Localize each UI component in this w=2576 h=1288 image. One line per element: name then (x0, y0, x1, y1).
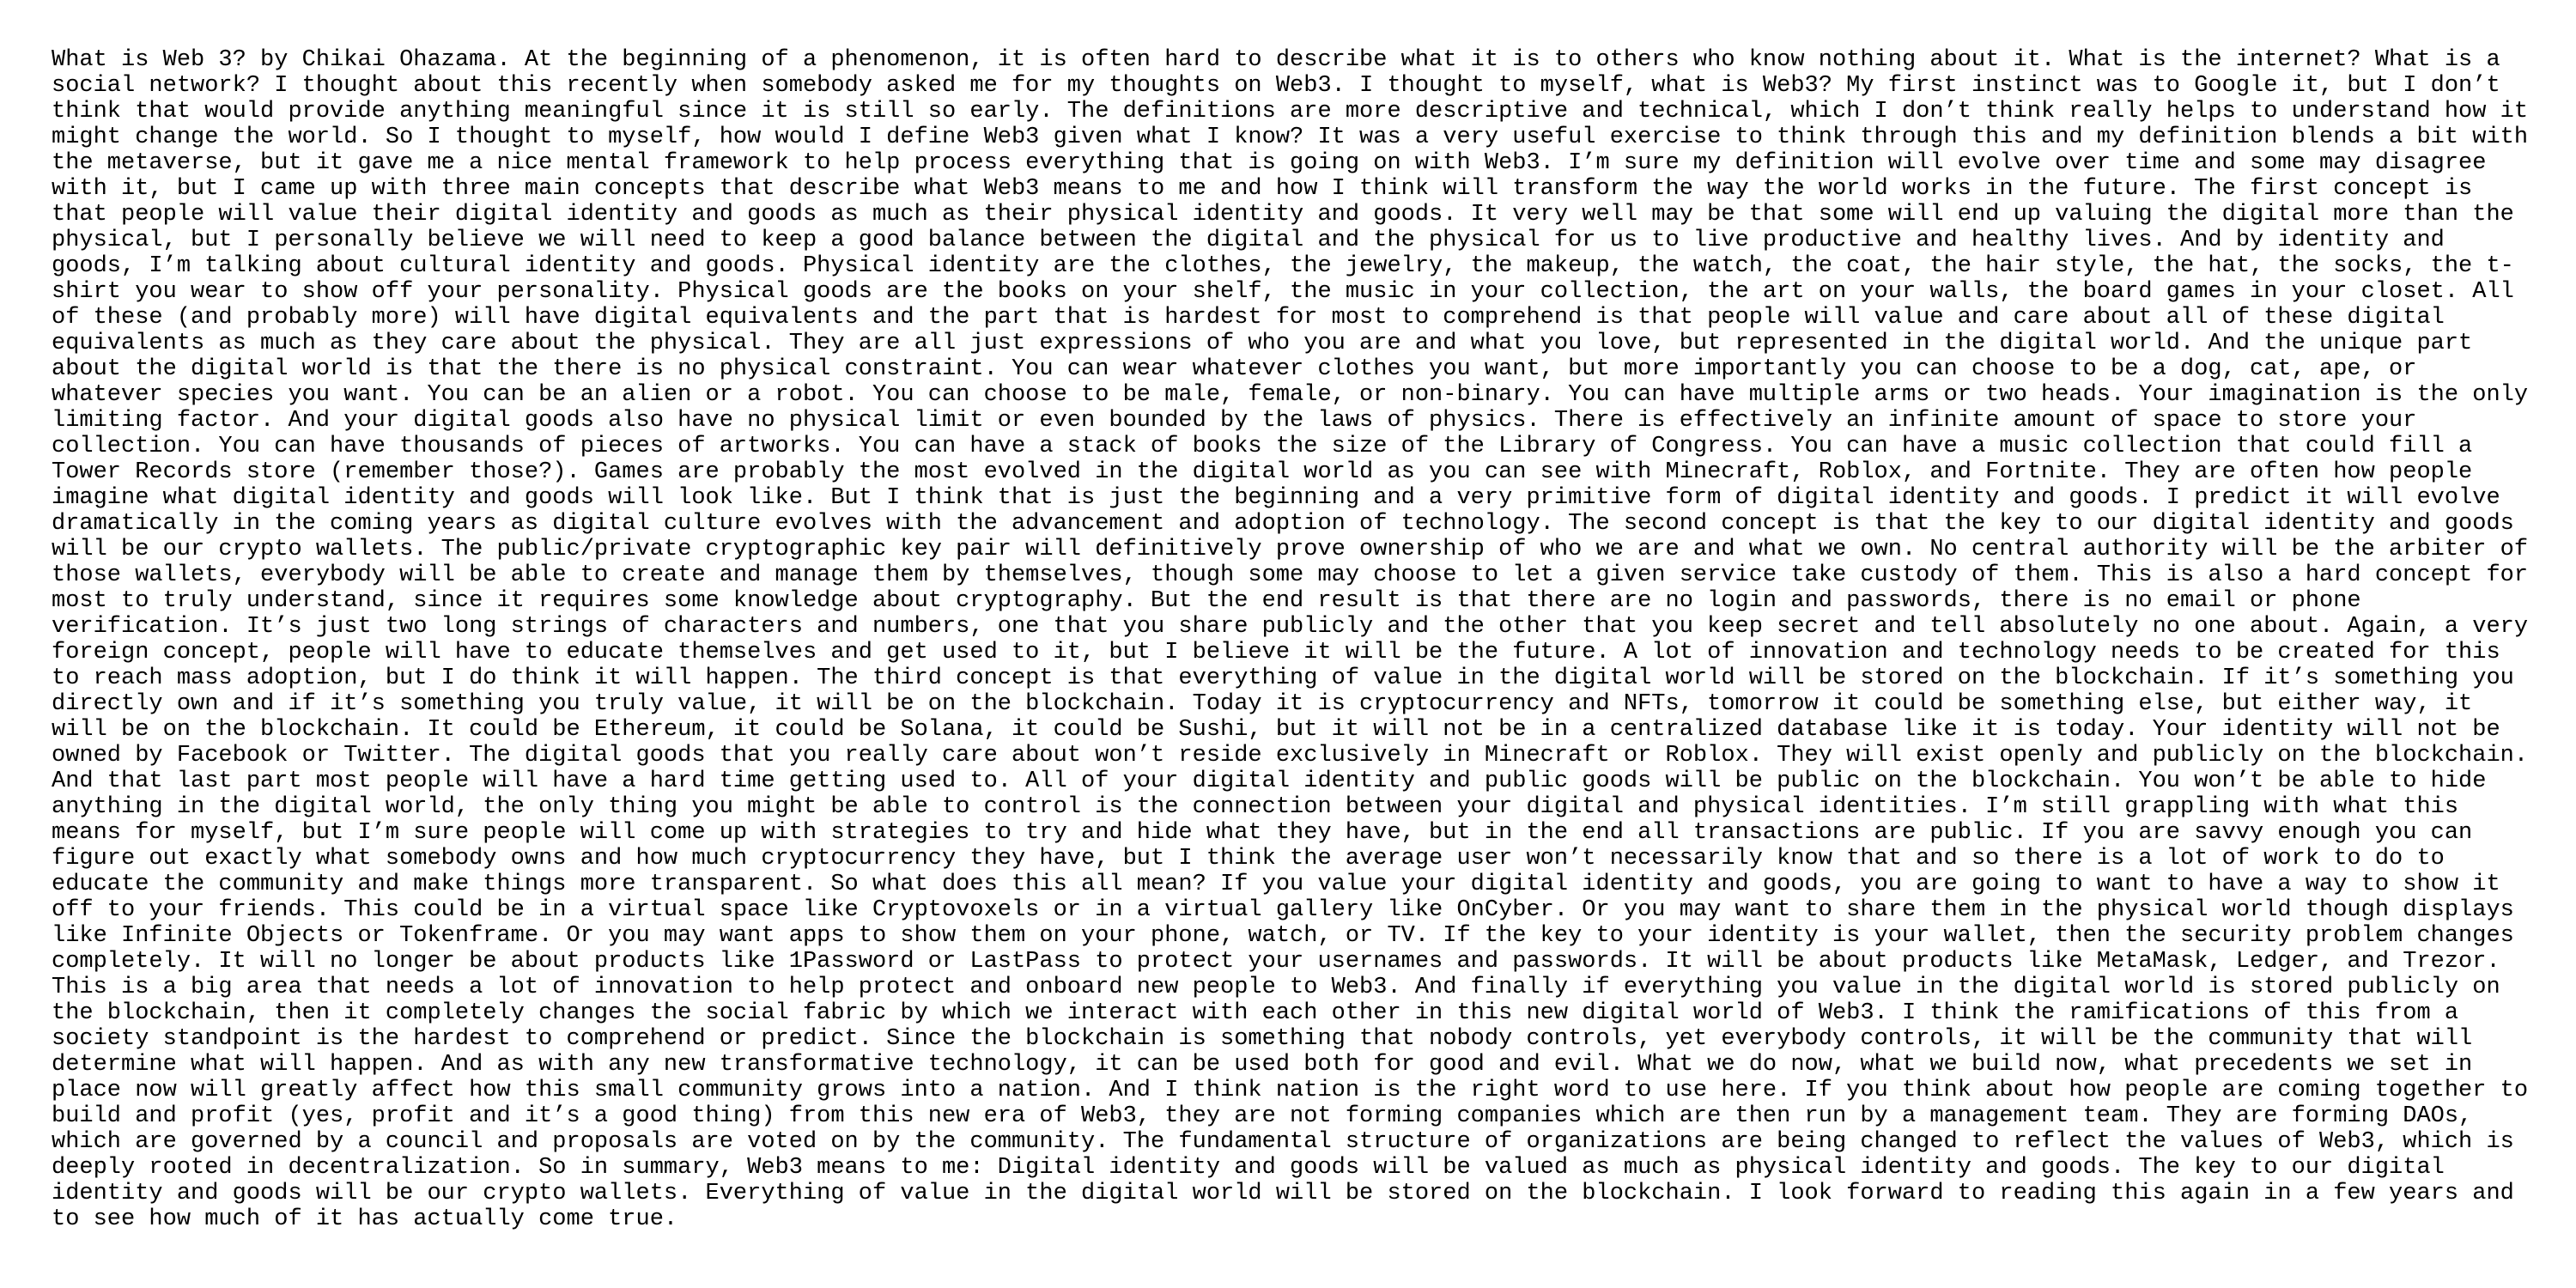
essay-body-text: What is Web 3? by Chikai Ohazama. At the beginning of a phenomenon, it is often hard to describe what it is to others who know nothing about it. What is the internet? What is a social network? I thought about this recently when somebody asked me for my thoughts on Web3. I thought to myself, what is Web3? My first instinct was to Google it, but I don’t think that would provide anything meaningful since it is still so early. The definitions are more descriptive and technical, which I don’t think really helps to understand how it might change the world. So I thought to myself, how would I define Web3 given what I know? It was a very useful exercise to think through this and my definition blends a bit with the metaverse, but it gave me a nice mental framework to help process everything that is going on with Web3. I’m sure my definition will evolve over time and some may disagree with it, but I came up with three main concepts that describe what Web3 means to me and how I think will transform the way the world works in the future. The first concept is that people will value their digital identity and goods as much as their physical identity and goods. It very well may be that some will end up valuing the digital more than the physical, but I personally believe we will need to keep a good balance between the digital and the physical for us to live productive and healthy lives. And by identity and goods, I’m talking about cultural identity and goods. Physical identity are the clothes, the jewelry, the makeup, the watch, the coat, the hair style, the hat, the socks, the t-shirt you wear to show off your personality. Physical goods are the books on your shelf, the music in your collection, the art on your walls, the board games in your closet. All of these (and probably more) will have digital equivalents and the part that is hardest for most to comprehend is that people will value and care about all of these digital equivalents as much as they care about the physical. They are all just expressions of who you are and what you love, but represented in the digital world. And the unique part about the digital world is that the there is no physical constraint. You can wear whatever clothes you want, but more importantly you can choose to be a dog, cat, ape, or whatever species you want. You can be an alien or a robot. You can choose to be male, female, or non-binary. You can have multiple arms or two heads. Your imagination is the only limiting factor. And your digital goods also have no physical limit or even bounded by the laws of physics. There is effectively an infinite amount of space to store your collection. You can have thousands of pieces of artworks. You can have a stack of books the size of the Library of Congress. You can have a music collection that could fill a Tower Records store (remember those?). Games are probably the most evolved in the digital world as you can see with Minecraft, Roblox, and Fortnite. They are often how people imagine what digital identity and goods will look like. But I think that is just the beginning and a very primitive form of digital identity and goods. I predict it will evolve dramatically in the coming years as digital culture evolves with the advancement and adoption of technology. The second concept is that the key to our digital identity and goods will be our crypto wallets. The public/private cryptographic key pair will definitively prove ownership of who we are and what we own. No central authority will be the arbiter of those wallets, everybody will be able to create and manage them by themselves, though some may choose to let a given service take custody of them. This is also a hard concept for most to truly understand, since it requires some knowledge about cryptography. But the end result is that there are no login and passwords, there is no email or phone verification. It’s just two long strings of characters and numbers, one that you share publicly and the other that you keep secret and tell absolutely no one about. Again, a very foreign concept, people will have to educate themselves and get used to it, but I believe it will be the future. A lot of innovation and technology needs to be created for this to reach mass adoption, but I do think it will happen. The third concept is that everything of value in the digital world will be stored on the blockchain. If it’s something you directly own and if it’s something you truly value, it will be on the blockchain. Today it is cryptocurrency and NFTs, tomorrow it could be something else, but either way, it will be on the blockchain. It could be Ethereum, it could be Solana, it could be Sushi, but it will not be in a centralized database like it is today. Your identity will not be owned by Facebook or Twitter. The digital goods that you really care about won’t reside exclusively in Minecraft or Roblox. They will exist openly and publicly on the blockchain. And that last part most people will have a hard time getting used to. All of your digital identity and public goods will be public on the blockchain. You won’t be able to hide anything in the digital world, the only thing you might be able to control is the connection between your digital and physical identities. I’m still grappling with what this means for myself, but I’m sure people will come up with strategies to try and hide what they have, but in the end all transactions are public. If you are savvy enough you can figure out exactly what somebody owns and how much cryptocurrency they have, but I think the average user won’t necessarily know that and so there is a lot of work to do to educate the community and make things more transparent. So what does this all mean? If you value your digital identity and goods, you are going to want to have a way to show it off to your friends. This could be in a virtual space like Cryptovoxels or in a virtual gallery like OnCyber. Or you may want to share them in the physical world though displays like Infinite Objects or Tokenframe. Or you may want apps to show them on your phone, watch, or TV. If the key to your identity is your wallet, then the security problem changes completely. It will no longer be about products like 1Password or LastPass to protect your usernames and passwords. It will be about products like MetaMask, Ledger, and Trezor. This is a big area that needs a lot of innovation to help protect and onboard new people to Web3. And finally if everything you value in the digital world is stored publicly on the blockchain, then it completely changes the social fabric by which we interact with each other in this new digital world of Web3. I think the ramifications of this from a society standpoint is the hardest to comprehend or predict. Since the blockchain is something that nobody controls, yet everybody controls, it will be the community that will determine what will happen. And as with any new transformative technology, it can be used both for good and evil. What we do now, what we build now, what precedents we set in place now will greatly affect how this small community grows into a nation. And I think nation is the right word to use here. If you think about how people are coming together to build and profit (yes, profit and it’s a good thing) from this new era of Web3, they are not forming companies which are then run by a management team. They are forming DAOs, which are governed by a council and proposals are voted on by the community. The fundamental structure of organizations are being changed to reflect the values of Web3, which is deeply rooted in decentralization. So in summary, Web3 means to me: Digital identity and goods will be valued as much as physical identity and goods. The key to our digital identity and goods will be our crypto wallets. Everything of value in the digital world will be stored on the blockchain. I look forward to reading this again in a few years and to see how much of it has actually come true. (52, 47, 2529, 1232)
